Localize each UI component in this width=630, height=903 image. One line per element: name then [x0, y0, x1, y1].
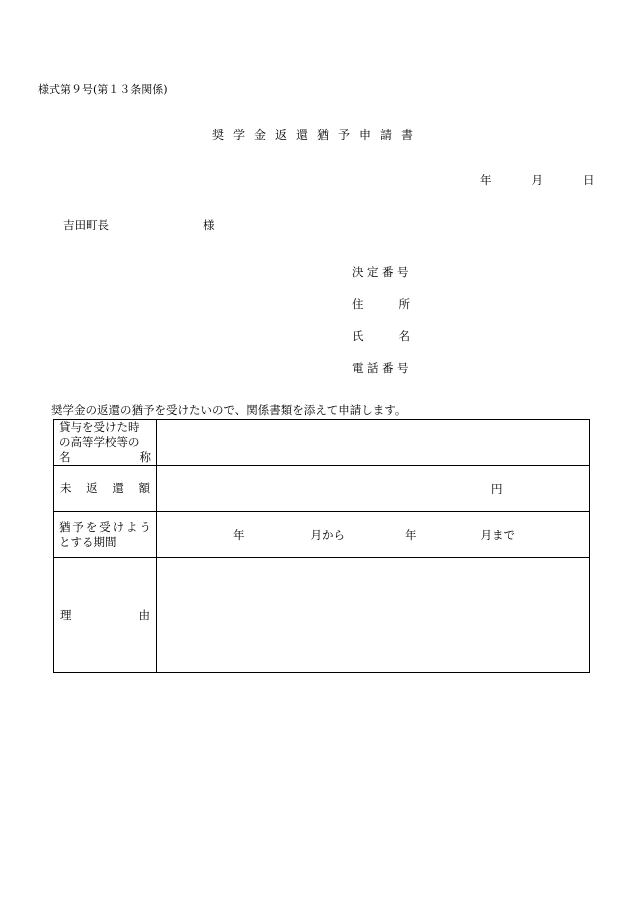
- date-row: [480, 172, 595, 188]
- document-title: 奨学金返還猶予申請書: [211, 128, 422, 142]
- addressee: 吉田町長: [63, 218, 109, 232]
- school-name-field[interactable]: [157, 420, 590, 466]
- name-label: 氏 名: [352, 329, 410, 343]
- table-row-period: [54, 512, 590, 558]
- period-end-year: 年: [405, 527, 417, 542]
- decision-number-label: 決定番号: [352, 265, 412, 279]
- table-row-reason: [54, 558, 590, 673]
- application-table: [53, 419, 590, 673]
- address-label: 住 所: [352, 297, 410, 311]
- reason-field[interactable]: [157, 558, 590, 673]
- deferral-period-field[interactable]: [157, 512, 590, 558]
- period-end-month: 月まで: [480, 527, 515, 542]
- yen-unit: 円: [491, 481, 503, 496]
- unpaid-amount-label: 未 返 還 額: [54, 466, 157, 512]
- honorific: 様: [203, 218, 215, 232]
- date-day-label: 日: [583, 173, 595, 187]
- period-start-month: 月から: [310, 527, 345, 542]
- form-number: 様式第９号(第１３条関係): [38, 83, 168, 96]
- deferral-period-label: 猶 予 を 受 け よ う とする期間: [54, 512, 157, 558]
- application-statement: 奨学金の返還の猶予を受けたいので、関係書類を添えて申請します。: [51, 403, 407, 417]
- unpaid-amount-field[interactable]: [157, 466, 590, 512]
- period-start-year: 年: [233, 527, 245, 542]
- date-month-label: 月: [531, 173, 543, 187]
- phone-number-label: 電話番号: [352, 361, 412, 375]
- table-row-unpaid: [54, 466, 590, 512]
- school-name-label: 貸与を受けた時 の高等学校等の 名 称: [54, 420, 157, 466]
- date-year-label: 年: [480, 173, 492, 187]
- table-row-school: [54, 420, 590, 466]
- reason-label: 理 由: [54, 558, 157, 673]
